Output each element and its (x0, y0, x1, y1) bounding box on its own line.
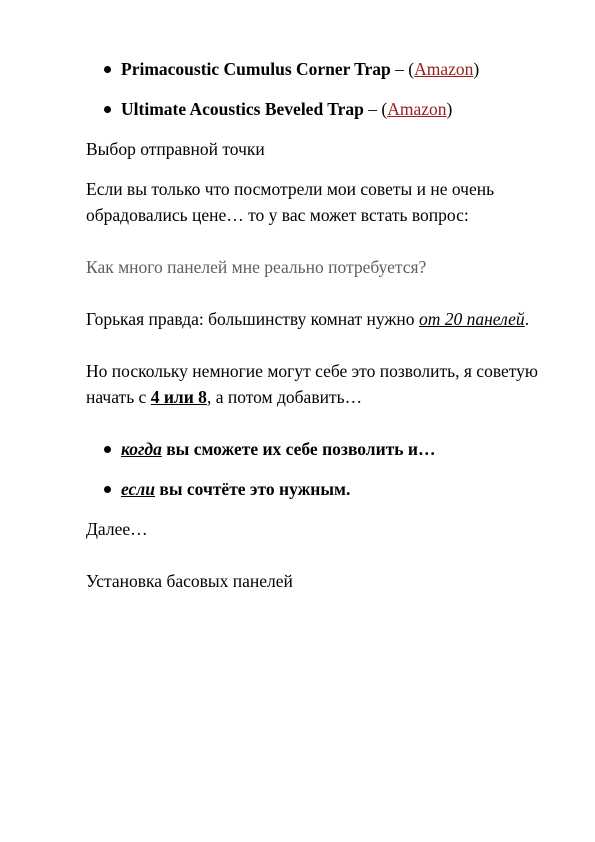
product-separator: – ( (390, 59, 415, 79)
list-item (86, 96, 546, 122)
list-item (86, 476, 546, 502)
condition-keyword: если (121, 479, 156, 499)
amazon-link[interactable]: Amazon (387, 99, 447, 119)
truth-paragraph (86, 306, 546, 332)
section-heading-bass-panels: Установка басовых панелей (86, 571, 293, 591)
list-item (86, 56, 546, 82)
amazon-link[interactable]: Amazon (414, 59, 474, 79)
list-item (86, 436, 546, 462)
section-heading-starting-point: Выбор отправной точки (86, 139, 265, 159)
product-name: Primacoustic Cumulus Corner Trap (121, 59, 391, 79)
condition-text: вы сочтёте это нужным. (155, 479, 351, 499)
intro-paragraph: Если вы только что посмотрели мои советы и не очень обрадовались цене… то у вас может встать вопрос: (86, 179, 495, 225)
product-separator: – ( (363, 99, 388, 119)
advice-paragraph (86, 358, 546, 410)
product-name: Ultimate Acoustics Beveled Trap (121, 99, 364, 119)
advice-end: , а потом добавить… (206, 387, 363, 407)
document-page (86, 56, 546, 594)
conditions-list (86, 436, 546, 502)
next-text: Далее… (86, 519, 148, 539)
question-text: Как много панелей мне реально потребуется? (86, 257, 427, 277)
truth-emphasis: от 20 панелей (418, 309, 525, 329)
product-list (86, 56, 546, 122)
product-close-paren: ) (473, 59, 480, 79)
advice-emphasis: 4 или 8 (150, 387, 207, 407)
product-close-paren: ) (446, 99, 453, 119)
truth-end: . (524, 309, 530, 329)
truth-text: Горькая правда: большинству комнат нужно (86, 309, 419, 329)
condition-keyword: когда (121, 439, 162, 459)
advice-text: Но поскольку немногие могут себе это позволить, я советую начать с (86, 361, 538, 407)
condition-text: вы сможете их себе позволить и… (161, 439, 436, 459)
